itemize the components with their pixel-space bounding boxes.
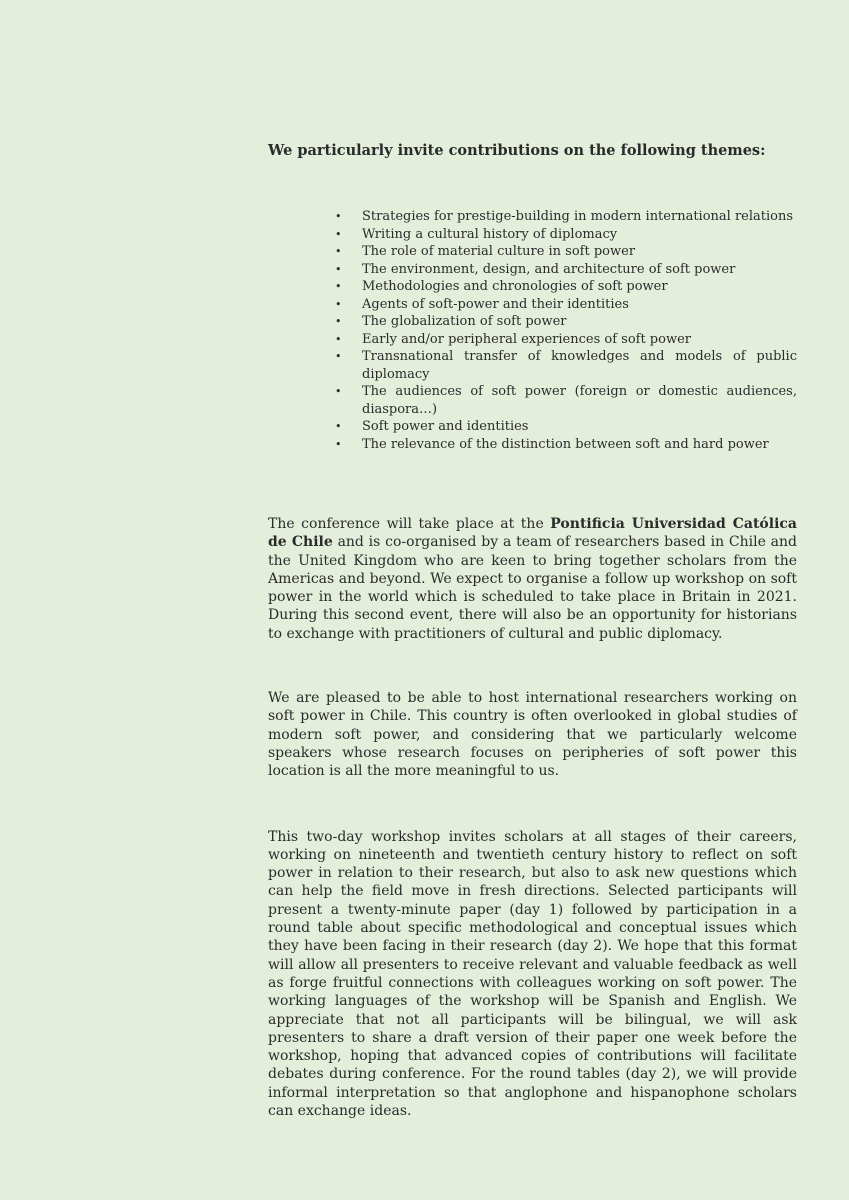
list-item: • The relevance of the distinction between soft and hard power bbox=[335, 436, 769, 452]
list-item: • The environment, design, and architecture of soft power bbox=[335, 261, 736, 277]
list-item: • Methodologies and chronologies of soft power bbox=[335, 279, 668, 294]
university-name: Pontificia Universidad Católica de Chile bbox=[268, 516, 797, 551]
themes-heading: We particularly invite contributions on the following themes: bbox=[268, 142, 766, 159]
bullet-icon: • bbox=[335, 350, 342, 363]
list-item: • The role of material culture in soft power bbox=[335, 244, 636, 259]
bullet-icon: • bbox=[335, 297, 342, 311]
bullet-icon: • bbox=[335, 437, 342, 451]
bullet-icon: • bbox=[335, 245, 342, 258]
bullet-icon: • bbox=[335, 332, 342, 346]
document-page bbox=[268, 140, 797, 1120]
themes-list bbox=[268, 208, 797, 453]
bullet-icon: • bbox=[335, 227, 342, 241]
list-item: • Strategies for prestige-building in modern international relations bbox=[335, 209, 794, 224]
host-paragraph: We are pleased to be able to host international researchers working on soft power in Chile. This country is often overlooked in global studies of modern soft power, and considering that we particularly welcome speakers whose research focuses on peripheries of soft power this location is all the more meaningful to us. bbox=[268, 690, 797, 780]
bullet-icon: • bbox=[335, 262, 342, 276]
list-item: • Soft power and identities bbox=[335, 419, 529, 434]
list-item: • The globalization of soft power bbox=[335, 314, 567, 329]
list-item: • Agents of soft-power and their identities bbox=[335, 296, 629, 312]
venue-paragraph: The conference will take place at the Pontificia Universidad Católica de Chile and is co-organised by a team of researchers based in Chile and the United Kingdom who are keen to bring together scholars from the Americas and beyond. We expect to organise a follow up workshop on soft power in the world which is scheduled to take place in Britain in 2021. During this second event, there will also be an opportunity for historians to exchange with practitioners of cultural and public diplomacy. bbox=[268, 516, 798, 642]
bullet-icon: • bbox=[335, 210, 342, 223]
bullet-icon: • bbox=[335, 420, 342, 433]
list-item: • Writing a cultural history of diplomacy bbox=[335, 226, 618, 242]
list-item: • Transnational transfer of knowledges and models of public diplomacy bbox=[335, 349, 797, 382]
bullet-icon: • bbox=[335, 315, 342, 328]
bullet-icon: • bbox=[335, 280, 342, 293]
list-item: • Early and/or peripheral experiences of soft power bbox=[335, 331, 691, 347]
bullet-icon: • bbox=[335, 385, 342, 398]
list-item: • The audiences of soft power (foreign or domestic audiences, diaspora…) bbox=[335, 384, 797, 417]
workshop-paragraph: This two-day workshop invites scholars at all stages of their careers, working on nineteenth and twentieth century history to reflect on soft power in relation to their research, but also to ask new questions which can help the field move in fresh directions. Selected participants will present a twenty-minute paper (day 1) followed by participation in a round table about specific methodological and conceptual issues which they have been facing in their research (day 2). We hope that this format will allow all presenters to receive relevant and valuable feedback as well as forge fruitful connections with colleagues working on soft power. The working languages of the workshop will be Spanish and English. We appreciate that not all participants will be bilingual, we will ask presenters to share a draft version of their paper one week before the workshop, hoping that advanced copies of contributions will facilitate debates during conference. For the round tables (day 2), we will provide informal interpretation so that anglophone and hispanophone scholars can exchange ideas. bbox=[268, 828, 797, 1120]
